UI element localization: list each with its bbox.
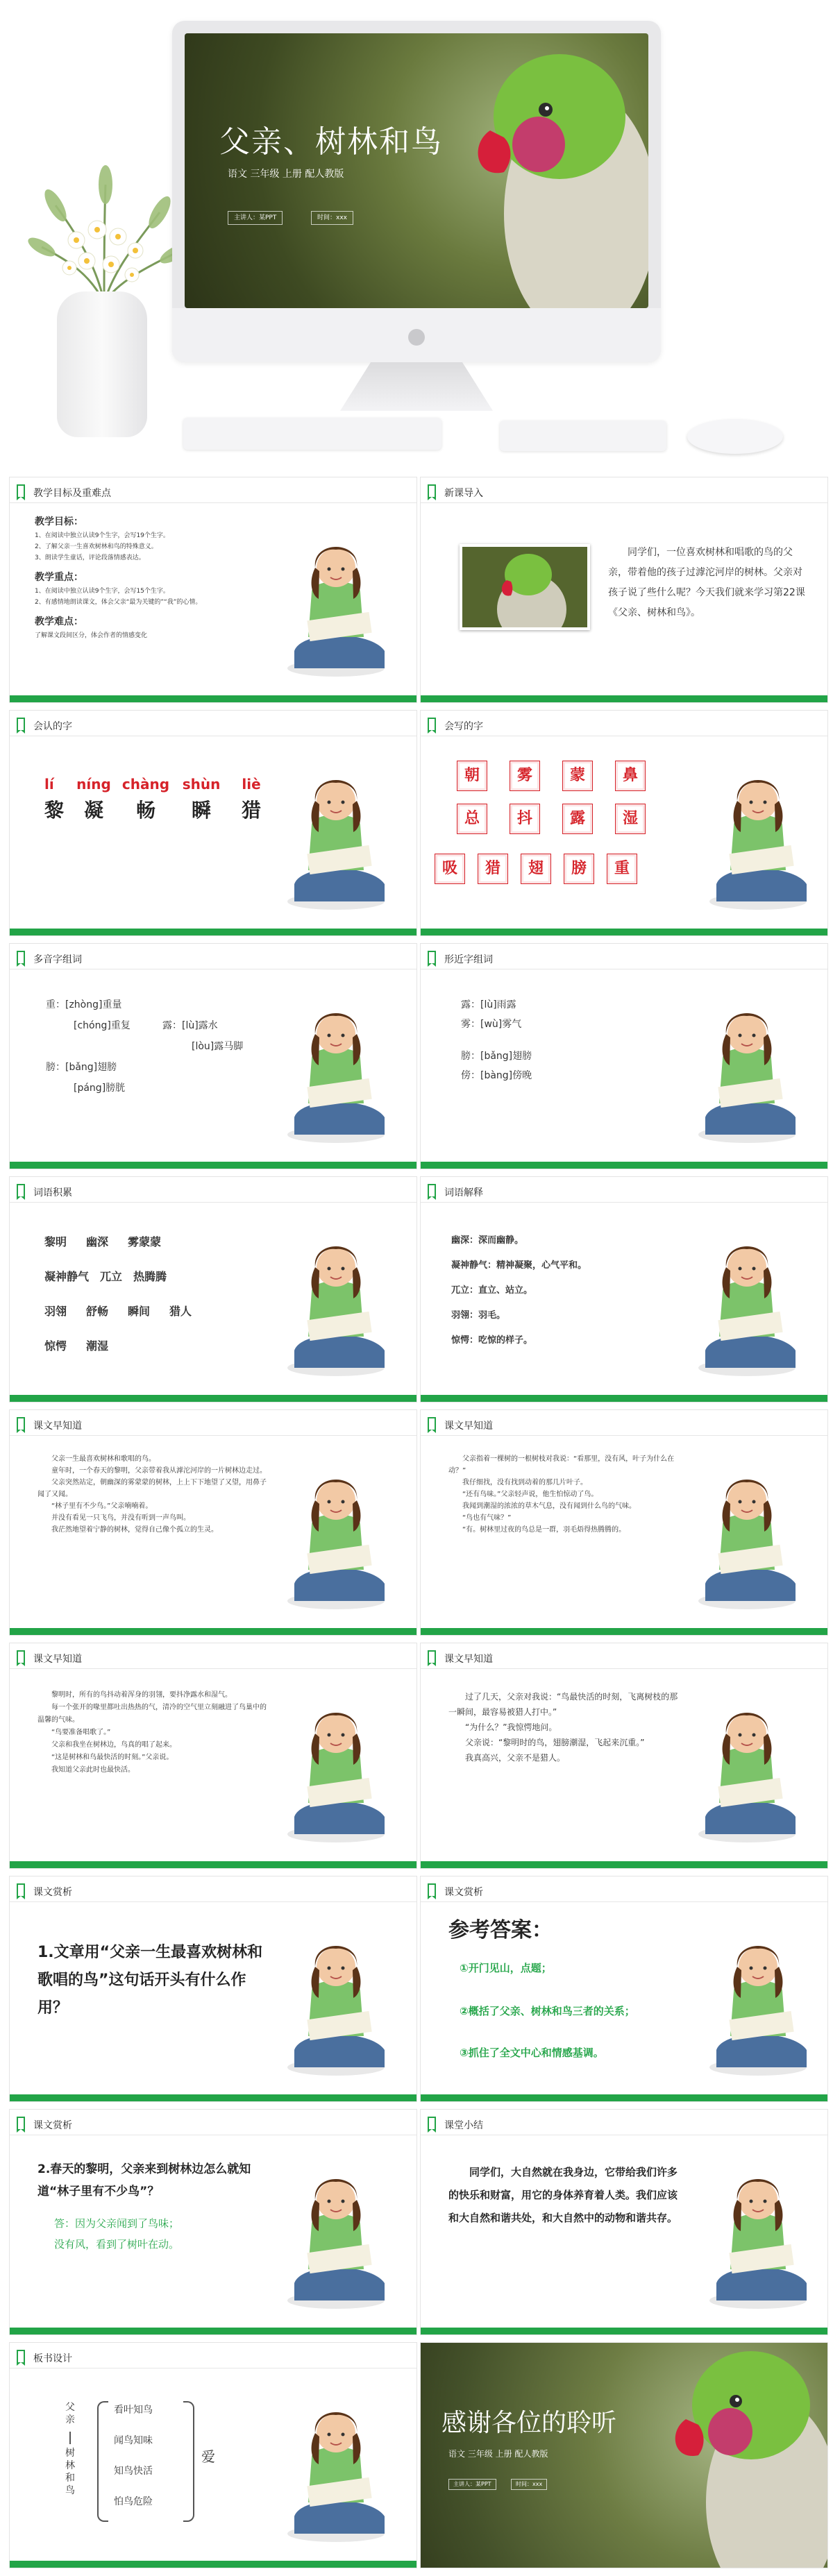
line: 露：[lù]雨露 (461, 999, 516, 1010)
slide-text-overview-1 (10, 1410, 416, 1635)
pinyin: liè (242, 776, 261, 793)
board-item: 怕鸟危险 (114, 2496, 153, 2507)
apple-logo-icon (408, 329, 425, 346)
cover-author: 主讲人：某PPT (228, 211, 283, 225)
char-box: 膀 (564, 854, 594, 884)
girl-reading-image (280, 2398, 392, 2544)
bookmark-icon (428, 1417, 436, 1430)
line: 重：[zhòng]重量 (46, 999, 122, 1010)
paragraph: 父亲一生最喜欢树林和歌唱的鸟。 (51, 1455, 155, 1463)
word: 凝神静气 (44, 1270, 90, 1283)
vocab-row (44, 1305, 192, 1319)
cover-title: 父亲、树林和鸟 (219, 124, 443, 160)
pinyin: shùn (182, 776, 221, 793)
paragraph: 黎明时，所有的鸟抖动着浑身的羽翎，要抖净露水和湿气。 (51, 1691, 232, 1699)
bookmark-icon (428, 1650, 436, 1663)
slide-header: 多音字组词 (33, 954, 82, 965)
goal-2: 2、了解父亲一生喜欢树林和鸟的特殊意义。 (35, 543, 158, 550)
line: 膀：[bǎng]翅膀 (46, 1062, 117, 1073)
slide-analysis-q2 (10, 2110, 416, 2334)
paragraph-block (37, 1689, 267, 1777)
vase (57, 291, 147, 437)
slide-text-overview-4 (421, 1643, 827, 1868)
mouse (687, 419, 783, 454)
char-box: 吸 (435, 854, 465, 884)
char-box: 抖 (510, 804, 540, 834)
char: 畅 (135, 799, 155, 822)
slide-header: 课堂小结 (444, 2120, 483, 2131)
explanation: 惊愕：吃惊的样子。 (451, 1335, 533, 1346)
paragraph: “这是树林和鸟最快活的时刻。”父亲说。 (51, 1754, 174, 1761)
thanks-author: 主讲人：某PPT (448, 2479, 496, 2490)
girl-reading-image (691, 1466, 802, 1611)
slide-header: 课文早知道 (444, 1654, 493, 1665)
paragraph: 每一个张开的喙里都吐出热热的气，清冷的空气里立刻融进了鸟巢中的温馨的气味。 (37, 1704, 267, 1724)
green-footer-bar (421, 1395, 827, 1402)
word: 瞬间 (128, 1305, 151, 1318)
slide-header: 会认的字 (33, 721, 72, 732)
slide-header: 课文赏析 (444, 1887, 483, 1898)
slide-word-explanation (421, 1177, 827, 1402)
header-divider (421, 1668, 827, 1669)
word: 幽深 (86, 1235, 109, 1248)
write-row-1 (457, 761, 658, 791)
bookmark-icon (17, 1650, 25, 1663)
line: [páng]膀胱 (74, 1083, 126, 1094)
char: 猎 (241, 799, 261, 822)
green-footer-bar (10, 1162, 416, 1169)
board-left: 父亲 (65, 2402, 75, 2425)
paragraph: 父亲说：“黎明时的鸟，翅膀潮湿，飞起来沉重。” (465, 1738, 645, 1747)
cover-subtitle: 语文 三年级 上册 配人教版 (228, 169, 344, 180)
bookmark-icon (17, 951, 25, 963)
slide-board-design (10, 2343, 416, 2568)
slide-text-overview-3 (10, 1643, 416, 1868)
word: 热腾腾 (133, 1270, 167, 1283)
thanks-subtitle: 语文 三年级 上册 配人教版 (448, 2449, 548, 2459)
left-brace (97, 2401, 108, 2522)
trackpad (500, 421, 666, 451)
slide-header: 教学目标及重难点 (33, 488, 111, 499)
green-footer-bar (10, 695, 416, 702)
answer-2: ②概括了父亲、树林和鸟三者的关系； (460, 2005, 635, 2017)
thanks-time: 时间：xxx (511, 2479, 547, 2490)
write-row-2 (457, 804, 658, 834)
word: 潮湿 (86, 1339, 109, 1353)
char-box: 总 (457, 804, 487, 834)
vocab-row (44, 1270, 167, 1284)
paragraph: 我知道父亲此时也最快活。 (51, 1766, 135, 1774)
char-row (44, 795, 274, 823)
pinyin: chàng (121, 776, 170, 793)
board-item: 知鸟快活 (114, 2466, 153, 2477)
monitor-stand (340, 362, 493, 411)
green-footer-bar (421, 1861, 827, 1868)
slide-header: 板书设计 (33, 2353, 72, 2364)
keyboard (183, 418, 441, 450)
board-right: 爱 (201, 2448, 215, 2465)
question-text: 1.文章用“父亲一生最喜欢树林和歌唱的鸟”这句话开头有什么作用？ (37, 1944, 263, 2017)
monitor (172, 21, 661, 362)
bookmark-icon (428, 718, 436, 730)
char-box: 蒙 (562, 761, 593, 791)
goal-3: 3、朗读学生童话，评论段落情感表达。 (35, 554, 145, 561)
girl-reading-image (691, 1699, 802, 1845)
bookmark-icon (428, 2117, 436, 2129)
girl-reading-image (280, 1232, 392, 1378)
girl-reading-image (280, 766, 392, 912)
word: 兀立 (100, 1270, 123, 1283)
slide-analysis-q1 (10, 1876, 416, 2101)
char-box: 重 (607, 854, 637, 884)
thanks-title: 感谢各位的聆听 (441, 2409, 617, 2437)
intro-text: 同学们，一位喜欢树林和唱歌的鸟的父亲，带着他的孩子过滹沱河岸的树林。父亲对孩子说了些什么呢？今天我们就来学习第22课《父亲、树林和鸟》。 (608, 547, 805, 618)
slide-header: 词语积累 (33, 1187, 72, 1198)
paragraph: “鸟要准备唱歌了。” (51, 1729, 111, 1736)
answer-2: 没有风，看到了树叶在动。 (54, 2238, 180, 2251)
slide-teaching-goals (10, 477, 416, 702)
char-box: 鼻 (615, 761, 646, 791)
green-footer-bar (421, 2328, 827, 2334)
explanation: 兀立：直立、站立。 (451, 1285, 533, 1296)
slide-thanks (421, 2343, 827, 2568)
char-box: 露 (562, 804, 593, 834)
board-item: 闻鸟知味 (114, 2435, 153, 2446)
bookmark-icon (17, 1883, 25, 1896)
parrot-image (654, 2343, 827, 2568)
girl-reading-image (702, 766, 814, 912)
word: 惊愕 (44, 1339, 67, 1353)
key-1: 1、在阅读中独立认读9个生字，会写15个生字。 (35, 588, 169, 595)
header-divider (421, 1202, 827, 1203)
slide-header: 课文赏析 (33, 1887, 72, 1898)
green-footer-bar (421, 2094, 827, 2101)
bookmark-icon (17, 1184, 25, 1196)
word: 舒畅 (86, 1305, 109, 1318)
header-divider (10, 1901, 416, 1902)
line: 露：[lù]露水 (162, 1020, 218, 1031)
bookmark-icon (17, 484, 25, 497)
girl-reading-image (280, 1466, 392, 1611)
paragraph: 过了几天，父亲对我说：“鸟最快活的时刻，飞离树枝的那一瞬间，最容易被猎人打中。” (448, 1692, 678, 1717)
answer-1: 答：因为父亲闻到了鸟味； (54, 2217, 180, 2230)
girl-reading-image (691, 1232, 802, 1378)
paragraph: 我闻到潮湿的浓浓的草木气息，没有闻到什么鸟的气味。 (462, 1502, 636, 1510)
green-footer-bar (10, 1628, 416, 1635)
board-mid: 树林和鸟 (65, 2448, 75, 2496)
parrot-photo (460, 544, 590, 630)
paragraph: 童年时，一个春天的黎明，父亲带着我从滹沱河岸的一片树林边走过。 (51, 1467, 267, 1475)
paragraph: “还有鸟味。”父亲轻声说，他生怕惊动了鸟。 (462, 1491, 598, 1498)
write-row-3 (435, 854, 650, 884)
cover-mockup (0, 0, 833, 472)
goal-1: 1、在阅读中独立认读9个生字，会写19个生字。 (35, 532, 169, 539)
slide-recognize-chars (10, 711, 416, 935)
cover-time: 时间：xxx (311, 211, 353, 225)
explanation: 幽深：深而幽静。 (451, 1235, 524, 1246)
bookmark-icon (17, 2117, 25, 2129)
line: 膀：[bǎng]翅膀 (461, 1051, 532, 1062)
slide-header: 会写的字 (444, 721, 483, 732)
key-2: 2、有感情地朗读课文，体会父亲“最为关键的”“我”的心情。 (35, 599, 202, 606)
paragraph: 我仔细找，没有找到动着的那几片叶子。 (462, 1479, 587, 1486)
header-divider (10, 1435, 416, 1436)
paragraph-block (37, 1453, 267, 1536)
explanation: 羽翎：羽毛。 (451, 1310, 506, 1321)
answer-title: 参考答案： (448, 1918, 553, 1942)
char: 瞬 (191, 799, 211, 822)
slide-header: 课文早知道 (444, 1421, 493, 1432)
paragraph: “鸟也有气味？” (462, 1514, 512, 1522)
difficulty-heading: 教学难点： (35, 616, 83, 627)
char-box: 翅 (521, 854, 551, 884)
slide-header: 新课导入 (444, 488, 483, 499)
word: 羽翎 (44, 1305, 67, 1318)
girl-reading-image (702, 1932, 814, 2078)
pinyin-row (44, 776, 274, 793)
flower-vase-decoration (28, 164, 180, 303)
girl-reading-image (280, 533, 392, 679)
line: 雾：[wù]雾气 (461, 1019, 522, 1030)
explanation: 凝神静气：精神凝聚，心气平和。 (451, 1260, 587, 1271)
goal-heading: 教学目标： (35, 516, 83, 527)
header-divider (10, 502, 416, 503)
char-box: 湿 (615, 804, 646, 834)
char-box: 雾 (510, 761, 540, 791)
answer-3: ③抓住了全文中心和情感基调。 (460, 2047, 604, 2059)
green-footer-bar (421, 695, 827, 702)
paragraph: 父亲指着一棵树的一根树枝对我说：“看那里，没有风，叶子为什么在动？” (448, 1455, 675, 1475)
line: [chóng]重复 (74, 1020, 131, 1031)
question-text: 2.春天的黎明，父亲来到树林边怎么就知道“林子里有不少鸟”？ (37, 2162, 251, 2198)
slide-header: 形近字组词 (444, 954, 493, 965)
green-footer-bar (10, 2094, 416, 2101)
line: [lòu]露马脚 (192, 1041, 244, 1052)
paragraph: “林子里有不少鸟。”父亲喃喃着。 (51, 1502, 153, 1510)
bookmark-icon (428, 1184, 436, 1196)
bookmark-icon (428, 1883, 436, 1896)
paragraph: 父亲突然站定，朝幽深的雾蒙蒙的树林，上上下下地望了又望，用鼻子闻了又闻。 (37, 1479, 267, 1498)
difficulty-text: 了解课文段间区分，体会作者的情感变化 (35, 632, 148, 639)
green-footer-bar (10, 2561, 416, 2568)
vocab-row (44, 1339, 108, 1353)
paragraph: “为什么？”我惊愕地问。 (465, 1722, 557, 1732)
green-footer-bar (10, 1861, 416, 1868)
paragraph-block (448, 1689, 682, 1765)
slide-polyphonic (10, 944, 416, 1169)
bookmark-icon (17, 718, 25, 730)
right-brace (183, 2401, 194, 2522)
green-footer-bar (10, 929, 416, 935)
slide-header: 课文早知道 (33, 1654, 82, 1665)
slide-header: 课文早知道 (33, 1421, 82, 1432)
paragraph: “有。树林里过夜的鸟总是一群，羽毛焐得热腾腾的。 (462, 1526, 626, 1534)
slide-header: 词语解释 (444, 1187, 483, 1198)
char: 凝 (83, 799, 103, 822)
word: 雾蒙蒙 (128, 1235, 162, 1248)
pinyin: níng (76, 776, 111, 793)
parrot-image (462, 40, 648, 308)
slide-analysis-a1 (421, 1876, 827, 2101)
header-divider (421, 1901, 827, 1902)
girl-reading-image (280, 1699, 392, 1845)
pinyin: lí (44, 776, 54, 793)
green-footer-bar (421, 1628, 827, 1635)
green-footer-bar (10, 2328, 416, 2334)
slide-vocabulary (10, 1177, 416, 1402)
slide-text-overview-2 (421, 1410, 827, 1635)
girl-reading-image (691, 999, 802, 1145)
slide-summary (421, 2110, 827, 2334)
green-footer-bar (421, 1162, 827, 1169)
answer-1: ①开门见山，点题； (460, 1962, 552, 1974)
slide-write-chars (421, 711, 827, 935)
word: 黎明 (44, 1235, 67, 1248)
header-divider (10, 1668, 416, 1669)
bookmark-icon (17, 2350, 25, 2362)
header-divider (10, 2368, 416, 2369)
paragraph: 并没有看见一只飞鸟，并没有听到一声鸟叫。 (51, 1514, 190, 1522)
girl-reading-image (280, 2165, 392, 2311)
paragraph: 父亲和我坐在树林边，鸟真的唱了起来。 (51, 1741, 176, 1749)
bookmark-icon (428, 484, 436, 497)
girl-reading-image (702, 2165, 814, 2311)
slide-intro (421, 477, 827, 702)
paragraph: 我茫然地望着宁静的树林，觉得自己像个孤立的生灵。 (51, 1526, 218, 1534)
girl-reading-image (280, 1932, 392, 2078)
paragraph-block (448, 1453, 678, 1536)
header-divider (421, 1435, 827, 1436)
paragraph: 我真高兴，父亲不是猎人。 (465, 1753, 566, 1763)
board-item: 看叶知鸟 (114, 2405, 153, 2416)
girl-reading-image (280, 999, 392, 1145)
header-divider (421, 502, 827, 503)
char-box: 猎 (478, 854, 508, 884)
vocab-row (44, 1235, 161, 1249)
cover-screen (185, 33, 648, 308)
char: 黎 (44, 799, 65, 822)
slide-similar-chars (421, 944, 827, 1169)
bookmark-icon (17, 1417, 25, 1430)
header-divider (10, 1202, 416, 1203)
connector-line (69, 2432, 71, 2444)
line: 傍：[bàng]傍晚 (461, 1070, 532, 1081)
bookmark-icon (428, 951, 436, 963)
slide-header: 课文赏析 (33, 2120, 72, 2131)
word: 猎人 (169, 1305, 192, 1318)
char-box: 朝 (457, 761, 487, 791)
green-footer-bar (10, 1395, 416, 1402)
green-footer-bar (421, 929, 827, 935)
key-heading: 教学重点： (35, 572, 83, 583)
summary-text: 同学们，大自然就在我身边，它带给我们许多的快乐和财富，用它的身体养育着人类。我们应该和大自然和谐共处，和大自然中的动物和谐共存。 (448, 2166, 678, 2224)
